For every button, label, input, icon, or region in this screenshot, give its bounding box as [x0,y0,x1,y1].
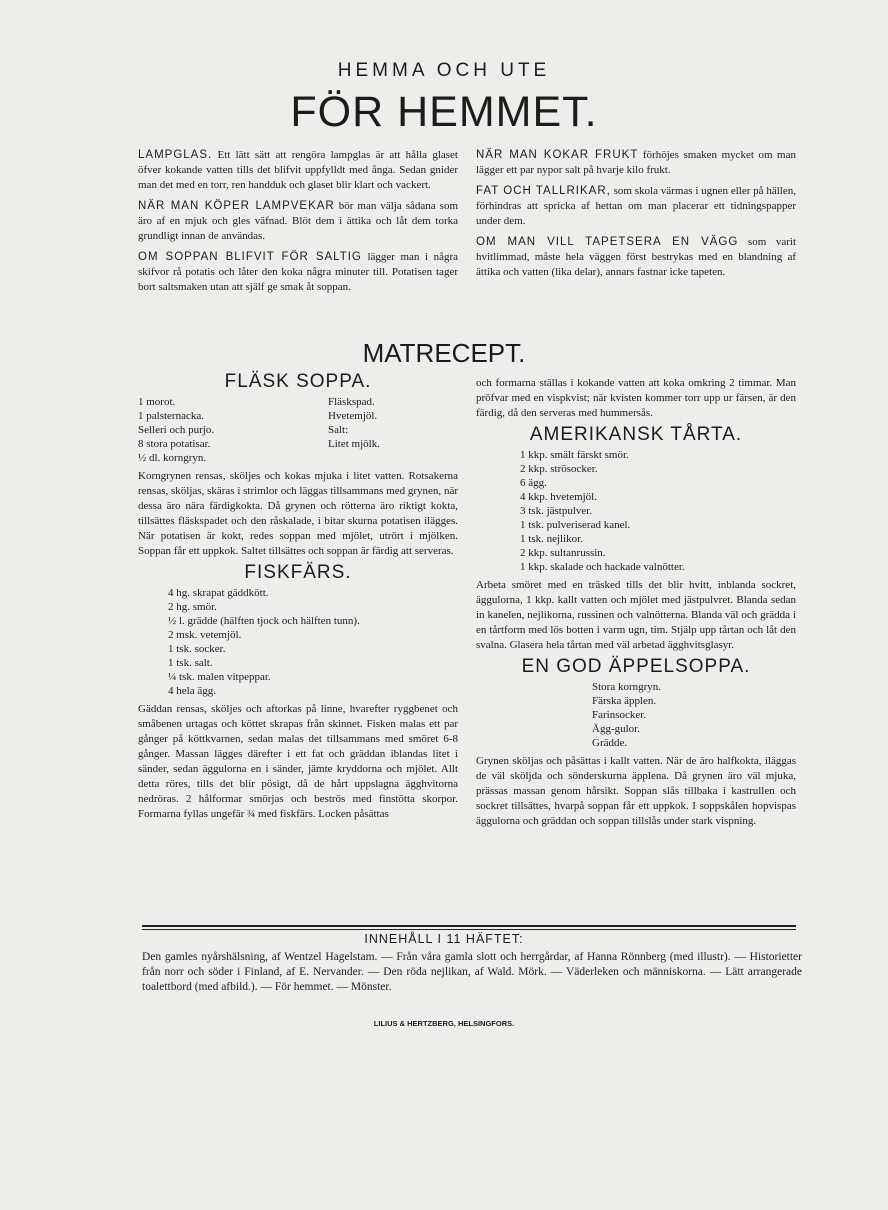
ingredient: 4 hg. skrapat gäddkött. [168,587,269,599]
amerikansk-tarta-method: Arbeta smöret med en träsked tills det blir hvitt, inblanda sockret, äggulorna, 1 kkp. kallt vatten och mjölet med jästpulvret. Blanda sedan in kanelen, nejlikorna, russinen och valnötterna. Blanda väl och grädda i en tårtform med lös botten i varm ugn, tim. Stjälp upp tårtan och låt den svalna. Glasera hela tårtan med väl arbetad ägghvitsglasyr. [476,579,796,651]
divider [142,925,796,927]
ingredient: 2 hg. smör. [168,601,217,613]
ingredient: Färska äpplen. [592,695,657,707]
ingredient: Ägg-gulor. [592,723,640,735]
printer-imprint: LILIUS & HERTZBERG, HELSINGFORS. [373,1019,515,1028]
appelsoppa-method: Grynen sköljas och påsättas i kallt vatten. När de äro halfkokta, iläggas de väl sköljda och sönderskurna äpplena. Då grynen äro väl mjuka, prässas massan genom hårsikt. Soppan slås tillbaka i kastrullen och sockret tillsättes, hvarpå soppan får ett uppkok. I soppskålen hopvispas äggulorna och gräddan och soppan tillslås under stark vispning. [476,755,796,827]
ingredient: Grädde. [592,737,628,749]
contents-title: INNEHÅLL I 11 HÄFTET: [364,932,524,946]
ingredient: 1 morot. [138,396,176,408]
tip-paragraph: FAT OCH TALLRIKAR, som skola värmas i ugnen eller på hällen, förhindras att spricka af hettan om man placerar ett tidningspapper under dem. [476,185,796,227]
appelsoppa-ingredients [476,680,796,750]
ingredient: Salt: [328,424,349,436]
ingredient: Stora korngryn. [592,681,662,693]
masthead: HEMMA OCH UTE [337,60,551,81]
ingredient: 6 ägg. [520,477,547,489]
ingredient: 1 tsk. nejlikor. [520,533,583,545]
tip-paragraph: NÄR MAN KOKAR FRUKT förhöjes smaken mycket om man lägger ett par nypor salt på hvarje kilo frukt. [476,149,796,176]
ingredient: 1 kkp. skalade och hackade valnötter. [520,561,685,573]
ingredient: Selleri och purjo. [138,424,215,436]
ingredient: 1 kkp. smält färskt smör. [520,449,629,461]
flask-soppa-title: FLÄSK SOPPA. [224,371,372,392]
ingredient: 2 kkp. sultanrussin. [520,547,606,559]
ingredient: 1 tsk. pulveriserad kanel. [520,519,631,531]
ingredient: 1 palsternacka. [138,410,204,422]
ingredient: Litet mjölk. [328,438,380,450]
ingredient: 1 tsk. socker. [168,643,226,655]
contents-text: Den gamles nyårshälsning, af Wentzel Hagelstam. — Från våra gamla slott och herrgårdar, af Hanna Rönnberg (med illustr). — Historietter från norr och söder i Finland, af E. Nervander. — Den röda nejlikan, af Wald. Mörk. — Väderleken och människorna. — Lätt arrangerade toalettbord (med afbild.). — För hemmet. — Mönster. [142,951,802,993]
tip-paragraph: OM MAN VILL TAPETSERA EN VÄGG som varit hvitlimmad, måste hela väggen först bestrykas med en blandning af ättika och vatten (lika delar), annars fastnar icke tapeten. [476,236,796,278]
ingredient: 4 hela ägg. [168,685,216,697]
amerikansk-tarta-ingredients [476,448,796,574]
ingredient: 2 kkp. strösocker. [520,463,598,475]
ingredient: Hvetemjöl. [328,410,378,422]
ingredient [328,451,438,465]
ingredient: 8 stora potatisar. [138,438,211,450]
ingredient: 2 msk. vetemjöl. [168,629,242,641]
flask-soppa-ingredients [138,395,458,465]
tip-paragraph: OM SOPPAN BLIFVIT FÖR SALTIG lägger man i några skifvor rå potatis och låter den koka några minuter till. Potatisen tager bort saltsmaken utan att själf ge smak åt soppan. [138,251,459,293]
ingredient: ½ l. grädde (hälften tjock och hälften tunn). [168,615,360,627]
tips-left-column [138,148,458,301]
tips-right-column [476,148,796,286]
ingredient: Fläskspad. [328,396,375,408]
fiskfars-continuation: och formarna ställas i kokande vatten att koka omkring 2 timmar. Man pröfvar med en vispkvist; när kvisten kommer torr upp ur färsen, är den färdig, då den serveras med hummersås. [476,377,796,419]
divider [142,929,796,930]
recipes-title: MATRECEPT. [362,338,526,368]
fiskfars-method: Gäddan rensas, sköljes och aftorkas på linne, hvarefter ryggbenet och småbenen urtagas och köttet skrapas från skinnet. Fisken malas ett par gånger på köttkvarnen, sedan malas det tillsammans med smöret 6-8 gånger. Massan lägges därefter i ett fat och gräddan iblandas litet i sänder, sedan äggulorna en i sänder, jämte kryddorna och mjölet. Allt detta röres, tills det blir pösigt, då de hårt uppslagna ägghvitorna nedröras. 2 hålformar smörjas och beströs med finstötta skorpor. Formarna fyllas ungefär ¾ med fiskfärs. Locken påsättas [138,703,458,820]
ingredient: Farinsocker. [592,709,647,721]
page-title: FÖR HEMMET. [290,88,598,136]
tip-paragraph: NÄR MAN KÖPER LAMPVEKAR bör man välja sådana som äro af en mjuk och gles väfnad. Blöt dem i ättika och låt dem torka grundligt innan de användas. [138,200,459,242]
flask-soppa-method: Korngrynen rensas, sköljes och kokas mjuka i litet vatten. Rotsakerna rensas, sköljas, skäras i strimlor och läggas tillsammans med grynen, när dessa äro nära färdigkokta. Då grynen och rötterna äro riktigt kokta, tillsättes fläskspadet och den råskalade, i bitar skurna potatisen ilägges. När potatisen är kokt, redes soppan med mjölet, utrört i mjölken. Soppan får ett uppkok. Saltet tillsättes och soppan är färdig att serveras. [138,470,458,557]
recipes-right-column [476,376,796,835]
tip-paragraph: LAMPGLAS. Ett lätt sätt att rengöra lampglas är att hålla glaset öfver kokande vatten tills det blifvit uppfylldt med ånga. Sedan gnider man det med en torr, ren handduk och glaset blir klart och vackert. [138,149,458,191]
recipes-left-column [138,370,458,828]
ingredient: 4 kkp. hvetemjöl. [520,491,597,503]
ingredient: 1 tsk. salt. [168,657,213,669]
amerikansk-tarta-title: AMERIKANSK TÅRTA. [529,424,743,445]
ingredient: ¼ tsk. malen vitpeppar. [168,671,271,683]
appelsoppa-title: EN GOD ÄPPELSOPPA. [521,656,751,677]
fiskfars-ingredients [138,586,458,698]
ingredient: ½ dl. korngryn. [138,452,207,464]
ingredient: 3 tsk. jästpulver. [520,505,593,517]
fiskfars-title: FISKFÄRS. [244,562,352,583]
